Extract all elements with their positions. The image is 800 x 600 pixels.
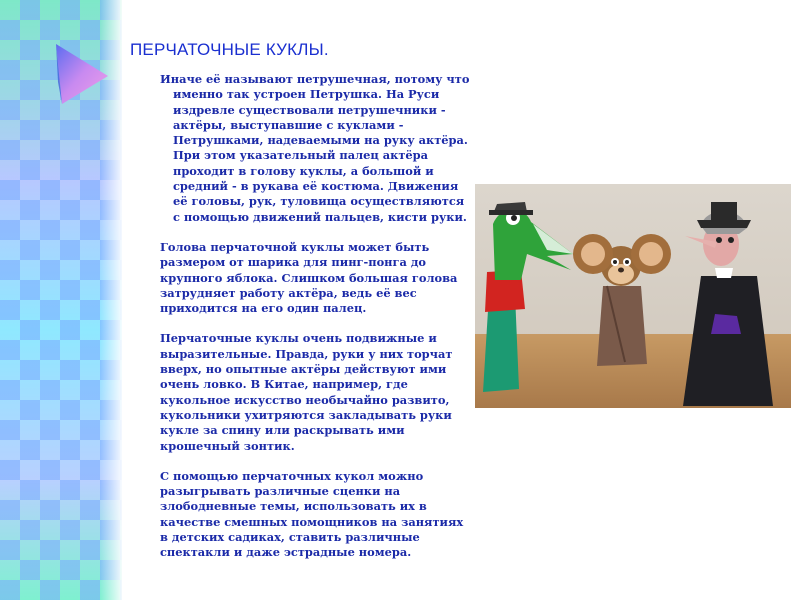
paragraph-1: Иначе её называют петрушечная, потому что именно так устроен Петрушка. На Руси издревле существовали петрушечники - актёры, выступавшие с куклами - Петрушками, надеваемыми на руку актёра. При этом указательный палец актёра проходит в голову куклы, а большой и средний - в рукава её костюма. Движения её головы, рук, туловища осуществляются с помощью движений пальцев, кисти руки.: [160, 72, 470, 224]
paragraph-3: Перчаточные куклы очень подвижные и выразительные. Правда, руки у них торчат вверх, но опытные актёры действуют ими очень ловко. В Китае, например, где кукольное искусство необычайно развито, кукольники ухитряются закладывать руки кукле за спину или раскрывать ими крошечный зонтик.: [160, 331, 453, 453]
puppets-photo: [475, 184, 791, 408]
slide-title: ПЕРЧАТОЧНЫЕ КУКЛЫ.: [130, 40, 329, 59]
paragraph-4: С помощью перчаточных кукол можно разыгрывать различные сценки на злободневные темы, использовать их в качестве смешных помощников на занятиях в детских садиках, ставить различные спектакли и даже эстрадные номера.: [160, 468, 464, 560]
decorative-triangle-icon: [52, 42, 110, 106]
paragraph-2: Голова перчаточной куклы может быть размером от шарика для пинг-понга до крупного яблока. Слишком большая голова затрудняет работу актёра, ведь её вес приходится на его один палец.: [160, 239, 458, 316]
slide-body: [160, 72, 470, 576]
